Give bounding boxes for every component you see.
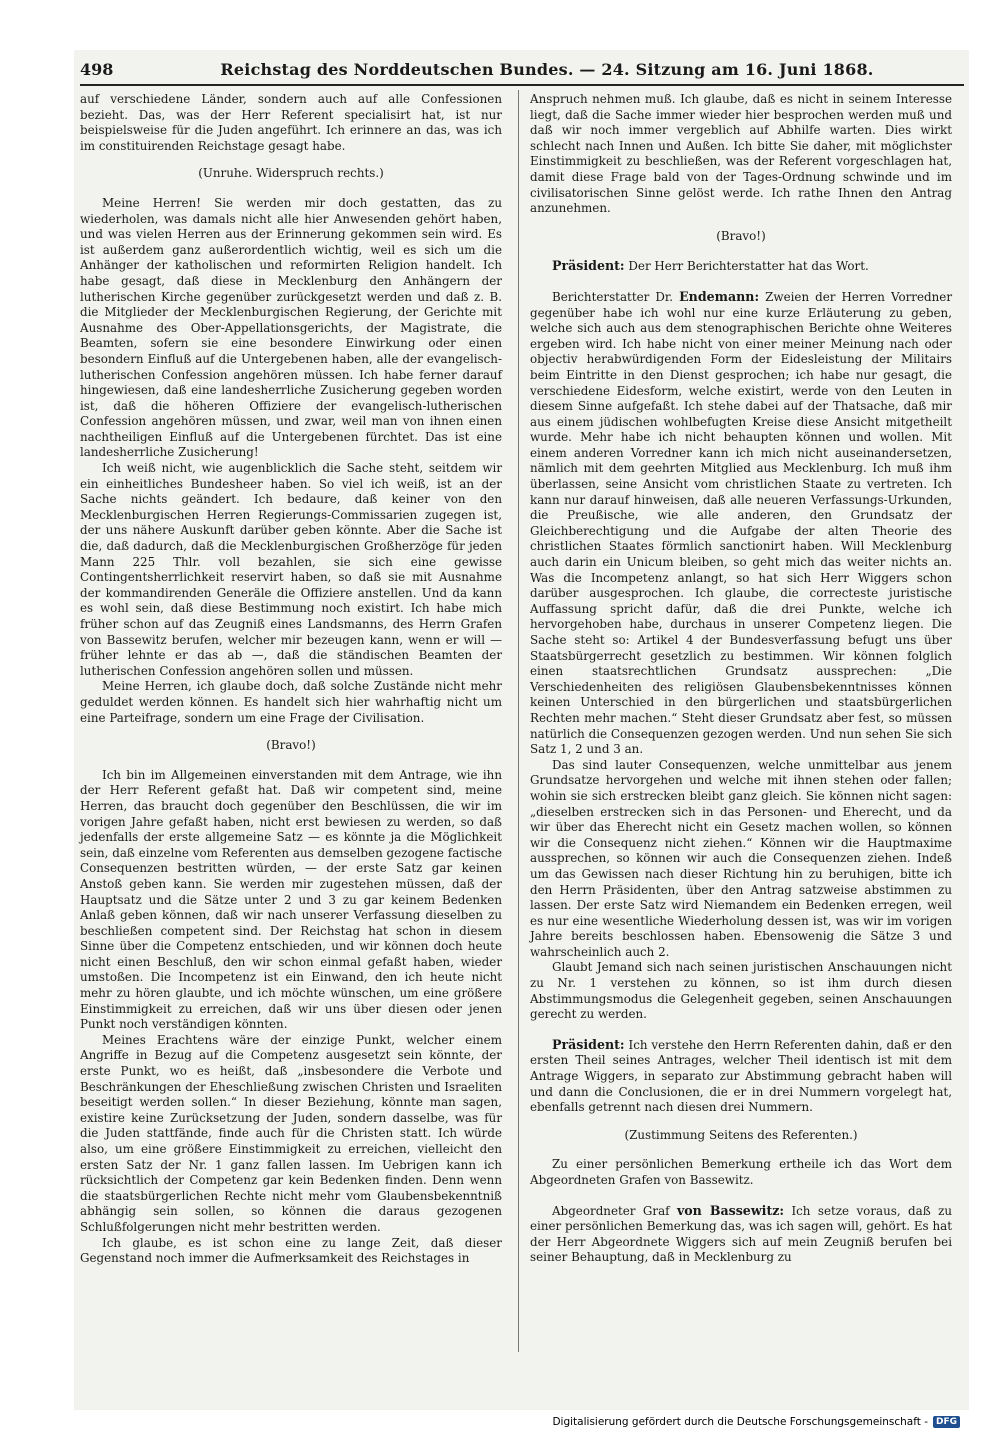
- footer-text: Digitalisierung gefördert durch die Deutsche Forschungsgemeinschaft -: [552, 1416, 928, 1428]
- left-column: [80, 92, 502, 1267]
- page-number: 498: [80, 59, 114, 79]
- speech-text: Zweien der Herren Vorredner gegenüber habe ich wohl nur eine kurze Erläuterung zu geben, welche sich auch aus dem stenographischen Berichte ohne Weiteres ergeben wird. Ich habe nicht von einer meiner Meinung nach oder objectiv herabwürdigenden Form der Eidesleistung der Militairs beim Eintritte in den Dienst gesprochen; ich habe nur gesagt, die verschiedene Eidesform, welche existirt, werde von den Leuten in diesem Sinne aufgefaßt. Ich stehe dabei auf der Thatsache, daß mir aus einem jüdischen wohlbefugten Kreise diese Ansicht mitgetheilt wurde. Mehr habe ich nicht behaupten können und wollen. Mit einem anderen Vorredner kann ich mich nicht auseinandersetzen, nämlich mit dem geehrten Mitglied aus Mecklenburg. Ich muß ihm überlassen, seine Ansicht vom christlichen Staate zu vertreten. Ich kann nur darauf hinweisen, daß alle neueren Verfassungs-Urkunden, die Preußische, wie alle anderen, den Grundsatz der Gleichberechtigung und die Aufgabe der alten Theorie des christlichen Staates förmlich sanctionirt haben. Will Mecklenburg auch darin ein Unicum bleiben, so geht mich das weiter nichts an. Was die Incompetenz anlangt, so hat sich Herr Wiggers schon darüber ausgesprochen. Ich glaube, die correcteste juristische Auffassung spricht dafür, daß die drei Punkte, welche ich hervorgehoben habe, durchaus in unserer Competenz liegen. Die Sache steht so: Artikel 4 der Bundesverfassung befugt uns über Staatsbürgerrecht gesetzlich zu bestimmen. Wir können folglich einen staatsrechtlichen Grundsatz aussprechen: „Die Verschiedenheiten des religiösen Glaubensbekenntnisses können keinen Unterschied in den bürgerlichen und staatsbürgerlichen Rechten mehr machen.“ Steht dieser Grundsatz aber fest, so müssen natürlich die Consequenzen gezogen werden. Und nun sehen Sie sich Satz 1, 2 und 3 an.: [530, 289, 953, 757]
- header-rule: [80, 84, 964, 86]
- paragraph: Ich bin im Allgemeinen einverstanden mit dem Antrage, wie ihn der Herr Referent gefaßt hat. Daß wir competent sind, meine Herren, das braucht doch gegenüber den Beschlüssen, die wir im vorigen Jahre gefaßt haben, nicht erst bewiesen zu werden, so daß jedenfalls der erste allgemeine Satz — es könnte ja die Möglichkeit sein, daß einzelne vom Referenten aus demselben gezogene factische Consequenzen bestritten würden, — der erste Satz gar keinen Anstoß geben kann. Sie werden mir zugestehen müssen, daß der Hauptsatz und die Sätze unter 2 und 3 zu gar keinem Bedenken Anlaß geben können, daß wir nach unserer Verfassung dieselben zu beschließen competent sind. Der Reichstag hat schon in diesem Sinne über die Competenz entschieden, und wir können doch heute nicht einen Beschluß, den wir schon einmal gefaßt haben, wieder umstoßen. Die Incompetenz ist ein Einwand, den ich heute nicht mehr zu hören glaubte, und ich möchte wünschen, um eine größere Einstimmigkeit zu erreichen, daß wir uns über diesen oder jenen Punkt noch verständigen könnten.: [80, 767, 502, 1032]
- interjection: (Unruhe. Widerspruch rechts.): [198, 166, 384, 181]
- paragraph: Meine Herren! Sie werden mir doch gestatten, das zu wiederholen, was damals nicht alle hier Anwesenden gehört haben, und was vielen Herren aus der Erinnerung gekommen sein wird. Es ist außerdem ganz außerordentlich wichtig, weil es sich um die Anhänger der katholischen und reformirten Religion handelt. Ich habe gesagt, daß diese in Mecklenburg den Anhängern der lutherischen Kirche gegenüber zurückgesetzt werden und daß z. B. die Mitglieder der Mecklenburgischen Regierung, der Gerichte mit Ausnahme des Ober-Appellationsgerichts, der Magistrate, die Beamten, sofern sie eine besondere Einwirkung oder einen besondern Einfluß auf die Untergebenen haben, alle der evangelisch-lutherischen Confession angehören müssen. Ich habe ferner darauf hingewiesen, daß eine landesherrliche Zusicherung gegeben worden ist, daß die höheren Offiziere der evangelisch-lutherischen Confession angehören müssen, und zwar, weil man von ihnen einen nachtheiligen Einfluß auf die Untergebenen fürchtet. Das ist eine landesherrliche Zusicherung!: [80, 195, 502, 460]
- speech-president: [530, 1037, 952, 1116]
- page-header: [80, 54, 964, 84]
- speech-bassewitz: [530, 1203, 952, 1266]
- interjection: (Bravo!): [716, 228, 766, 243]
- paragraph: Meine Herren, ich glaube doch, daß solche Zustände nicht mehr geduldet werden können. Es handelt sich hier wahrhaftig nicht um eine Parteifrage, sondern um eine Frage der Civilisation.: [80, 679, 502, 725]
- speaker-prefix: Berichterstatter Dr.: [552, 289, 674, 304]
- speaker-name: von Bassewitz:: [676, 1202, 785, 1218]
- speaker-prefix: Abgeordneter Graf: [552, 1203, 670, 1218]
- paragraph: Das sind lauter Consequenzen, welche unmittelbar aus jenem Grundsatze hervorgehen und welche mit ihnen stehen oder fallen; wohin sie sich erstrecken bleibt ganz gleich. Sie können nicht sagen: „dieselben erstrecken sich in das Personen- und Eherecht, und da wir über das Eherecht nicht ein Gesetz machen wollen, so können wir die Consequenz nicht ziehen.“ Können wir die Hauptmaxime aussprechen, so können wir auch die Consequenzen ziehen. Indeß um das Gewissen nach dieser Richtung hin zu beruhigen, bitte ich den Herrn Präsidenten, über den Antrag satzweise abstimmen zu lassen. Der erste Satz wird Niemandem ein Bedenken erregen, weil es nur eine wesentliche Wiederholung dessen ist, was wir im vorigen Jahre bereits beschlossen haben. Ebensowenig die Sätze 3 und wahrscheinlich auch 2.: [530, 757, 952, 959]
- running-title: Reichstag des Norddeutschen Bundes. — 24. Sitzung am 16. Juni 1868.: [220, 59, 874, 79]
- speech-text: Der Herr Berichterstatter hat das Wort.: [628, 259, 869, 274]
- paragraph: Ich glaube, es ist schon eine zu lange Zeit, daß dieser Gegenstand noch immer die Aufmerksamkeit des Reichstages in: [80, 1235, 502, 1266]
- paragraph: Anspruch nehmen muß. Ich glaube, daß es nicht in seinem Interesse liegt, daß die Sache immer wieder hier besprochen werden muß und daß wir noch immer vergeblich auf Abhilfe warten. Dies wirkt schlecht nach Innen und Außen. Ich bitte Sie daher, mit möglichster Einstimmigkeit zu beschließen, was der Referent vorgeschlagen hat, damit diese Frage bald von der Tages-Ordnung schwinde und im civilisatorischen Sinne gelöst werde. Ich rathe Ihnen den Antrag anzunehmen.: [530, 92, 952, 216]
- digitization-footer: [520, 1414, 960, 1430]
- interjection: (Zustimmung Seitens des Referenten.): [624, 1127, 858, 1142]
- speech-text: Ich setze voraus, daß zu einer persönlichen Bemerkung das, was ich sagen will, gehört. Es hat der Herr Abgeordnete Wiggers sich auf mein Zeugniß berufen bei seiner Behauptung, daß in Mecklenburg zu: [530, 1203, 952, 1265]
- paragraph: auf verschiedene Länder, sondern auch auf alle Confessionen bezieht. Das, was der Herr Referent specialisirt hat, ist nur beispielsweise für die Juden angeführt. Ich erinnere an das, was ich im constituirenden Reichstage gesagt habe.: [80, 92, 502, 153]
- speech-rapporteur: [530, 289, 952, 758]
- speaker-name: Präsident:: [552, 258, 625, 274]
- speech-president: [530, 258, 952, 275]
- column-separator: [518, 90, 519, 1352]
- dfg-logo: DFG: [933, 1416, 960, 1428]
- right-column: [530, 92, 952, 1266]
- paragraph: Zu einer persönlichen Bemerkung ertheile ich das Wort dem Abgeordneten Grafen von Bassewitz.: [530, 1157, 952, 1187]
- speaker-name: Präsident:: [552, 1036, 625, 1052]
- paragraph: Glaubt Jemand sich nach seinen juristischen Anschauungen nicht zu Nr. 1 verstehen zu können, so ist ihm durch diesen Abstimmungsmodus die Gelegenheit gegeben, seinen Anschauungen gerecht zu werden.: [530, 960, 952, 1022]
- paragraph: Ich weiß nicht, wie augenblicklich die Sache steht, seitdem wir ein einheitliches Bundesheer haben. So viel ich weiß, ist an der Sache nichts geändert. Ich bedaure, daß keiner von den Mecklenburgischen Herren Regierungs-Commissarien zugegen ist, der uns nähere Auskunft darüber geben könnte. Aber die Sache ist die, daß dadurch, daß die Mecklenburgischen Großherzöge für jeden Mann 225 Thlr. voll bezahlen, sie sich eine gewisse Contingentsherrlichkeit reservirt haben, so daß sie mit Ausnahme der kommandirenden Generäle die Offiziere anstellen. Und da kann es wohl sein, daß diese Bestimmung noch existirt. Ich habe mich früher schon auf das Zeugniß eines Landsmanns, des Herrn Grafen von Bassewitz berufen, welcher mir bezeugen kann, wenn er will — früher lehnte er das ab —, daß die ständischen Beamten der lutherischen Confession angehören sollen und müssen.: [80, 461, 502, 678]
- paragraph: Meines Erachtens wäre der einzige Punkt, welcher einem Angriffe in Bezug auf die Competenz ausgesetzt sein könnte, der erste Punkt, wo es heißt, daß „insbesondere die Verbote und Beschränkungen der Eheschließung zwischen Christen und Israeliten beseitigt werden sollen.“ In dieser Beziehung, könnte man sagen, existire keine Zurücksetzung der Juden, sondern dasselbe, was für die Juden stattfände, finde auch für die Christen statt. Ich würde also, um eine größere Einstimmigkeit zu erreichen, vielleicht den ersten Satz der Nr. 1 ganz fallen lassen. Im Uebrigen kann ich rücksichtlich der Competenz gar kein Bedenken finden. Denn wenn die staatsbürgerlichen Rechte nicht mehr vom Glaubensbekenntniß abhängig sein sollen, so können die daraus gezogenen Schlußfolgerungen nicht mehr bestritten werden.: [80, 1032, 502, 1234]
- speaker-name: Endemann:: [679, 288, 760, 304]
- interjection: (Bravo!): [266, 738, 316, 753]
- speech-text: Ich verstehe den Herrn Referenten dahin, daß er den ersten Theil seines Antrages, welcher Theil identisch ist mit dem Antrage Wiggers, in separato zur Abstimmung gebracht haben will und dann die Conclusionen, die er in drei Nummern vorgelegt hat, ebenfalls getrennt nach diesen drei Nummern.: [530, 1037, 953, 1115]
